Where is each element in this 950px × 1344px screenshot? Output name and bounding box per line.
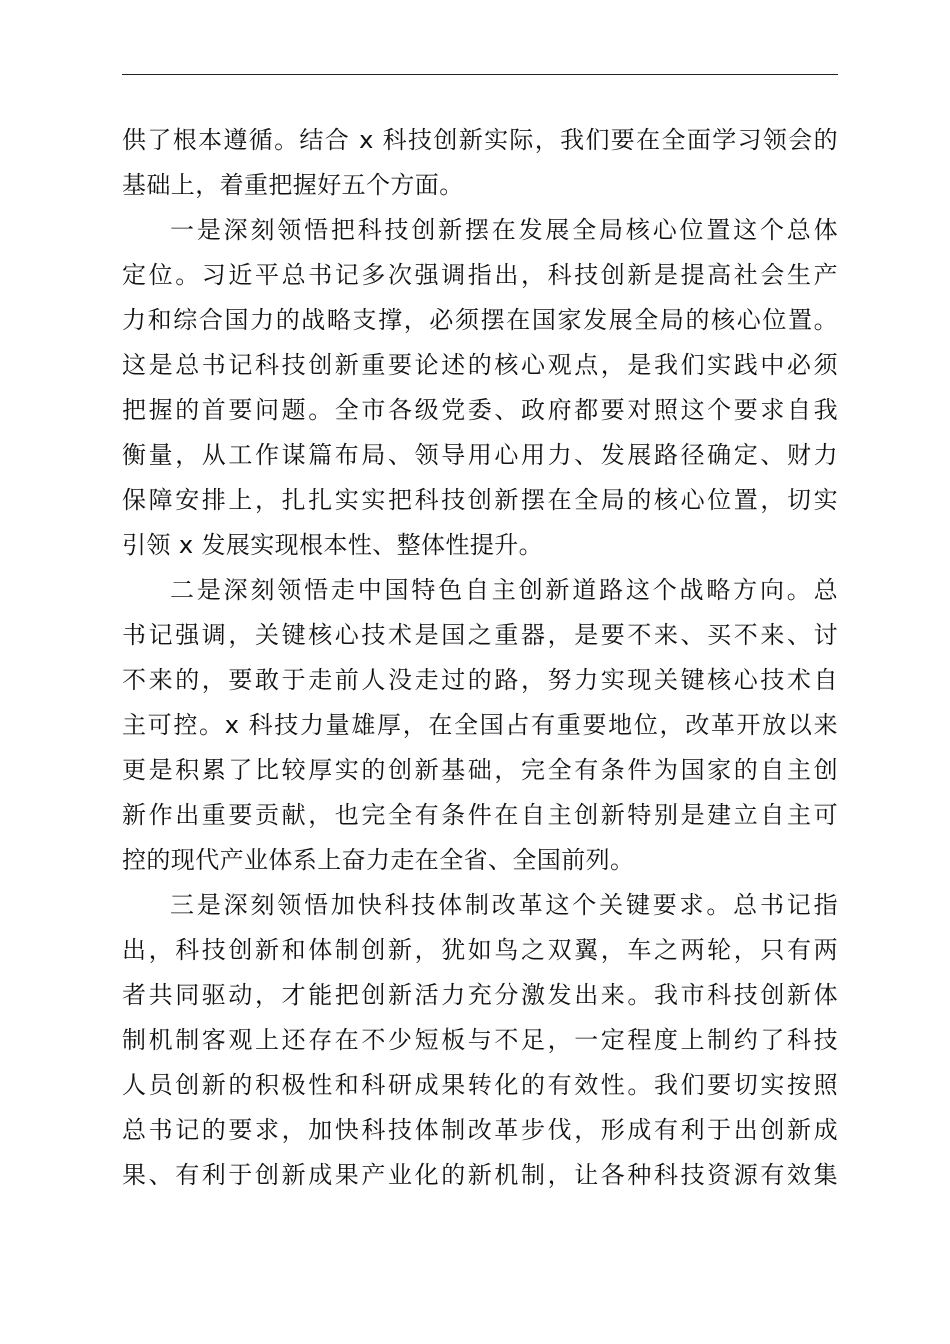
- text-line: 把握的首要问题。全市各级党委、政府都要对照这个要求自我: [122, 396, 838, 424]
- text-line: 主可控。x 科技力量雄厚，在全国占有重要地位，改革开放以来: [122, 711, 838, 739]
- text-line: 果、有利于创新成果产业化的新机制，让各种科技资源有效集: [122, 1161, 838, 1189]
- text-line: 书记强调，关键核心技术是国之重器，是要不来、买不来、讨: [122, 621, 838, 649]
- paragraph-point-two: [122, 568, 838, 883]
- text-line: 总书记的要求，加快科技体制改革步伐，形成有利于出创新成: [122, 1116, 838, 1144]
- paragraph-continuation: [122, 118, 838, 208]
- text-line: 定位。习近平总书记多次强调指出，科技创新是提高社会生产: [122, 261, 838, 289]
- text-line: 制机制客观上还存在不少短板与不足，一定程度上制约了科技: [122, 1026, 838, 1054]
- document-body: [122, 118, 838, 1198]
- text-line: 保障安排上，扎扎实实把科技创新摆在全局的核心位置，切实: [122, 486, 838, 514]
- text-line: 二是深刻领悟走中国特色自主创新道路这个战略方向。总: [170, 576, 838, 604]
- text-line: 一是深刻领悟把科技创新摆在发展全局核心位置这个总体: [170, 216, 838, 244]
- text-line: 基础上，着重把握好五个方面。: [122, 171, 464, 199]
- text-line: 力和综合国力的战略支撑，必须摆在国家发展全局的核心位置。: [122, 306, 838, 334]
- text-line: 不来的，要敢于走前人没走过的路，努力实现关键核心技术自: [122, 666, 838, 694]
- text-line: 引领 x 发展实现根本性、整体性提升。: [122, 531, 544, 559]
- text-line: 供了根本遵循。结合 x 科技创新实际，我们要在全面学习领会的: [122, 126, 838, 154]
- text-line: 这是总书记科技创新重要论述的核心观点，是我们实践中必须: [122, 351, 838, 379]
- paragraph-point-one: [122, 208, 838, 568]
- header-rule: [122, 74, 838, 75]
- paragraph-point-three: [122, 883, 838, 1198]
- text-line: 控的现代产业体系上奋力走在全省、全国前列。: [122, 846, 635, 874]
- text-line: 更是积累了比较厚实的创新基础，完全有条件为国家的自主创: [122, 756, 838, 784]
- text-line: 者共同驱动，才能把创新活力充分激发出来。我市科技创新体: [122, 981, 838, 1009]
- text-line: 衡量，从工作谋篇布局、领导用心用力、发展路径确定、财力: [122, 441, 838, 469]
- text-line: 三是深刻领悟加快科技体制改革这个关键要求。总书记指: [170, 891, 838, 919]
- text-line: 人员创新的积极性和科研成果转化的有效性。我们要切实按照: [122, 1071, 838, 1099]
- text-line: 出，科技创新和体制创新，犹如鸟之双翼，车之两轮，只有两: [122, 936, 838, 964]
- text-line: 新作出重要贡献，也完全有条件在自主创新特别是建立自主可: [122, 801, 838, 829]
